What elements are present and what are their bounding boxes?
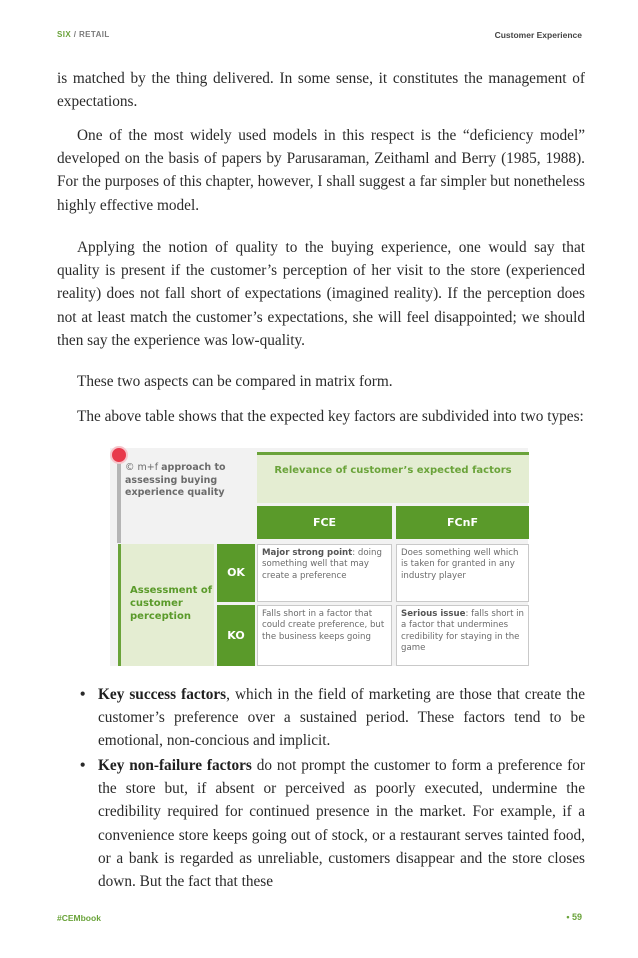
column-header-fce: FCE xyxy=(257,506,392,539)
row-header-ok: OK xyxy=(217,544,255,602)
bullet-text xyxy=(98,683,585,753)
row-header-ko: KO xyxy=(217,605,255,666)
bullet-text xyxy=(98,754,585,893)
assessment-label: Assessment of customer perception xyxy=(130,585,213,622)
relevance-header-box xyxy=(257,452,529,503)
paragraph-4: These two aspects can be compared in matrix form. xyxy=(77,373,393,390)
cell-ko-fce xyxy=(257,605,392,666)
paragraph-1: is matched by the thing delivered. In some sense, it constitutes the management of expectations. xyxy=(57,70,585,111)
cell-ok-fce-bold: Major strong point xyxy=(262,548,353,558)
cell-ko-fce-text: Falls short in a factor that could create preference, but the business keeps going xyxy=(262,609,385,642)
bullet-mark: • xyxy=(80,686,86,703)
copyright-label: © m+f xyxy=(125,462,162,473)
paragraph-3: Applying the notion of quality to the buying experience, one would say that quality is present if the customer’s perception of her visit to the store (experienced reality) does not fall short of expectations (imagined reality). If the perception does not at least match the customer’s expectations, she will feel disappointed; we should then say the experience was low-quality. xyxy=(57,239,585,349)
paragraph-2: One of the most widely used models in this respect is the “deficiency model” developed on the basis of papers by Parusaraman, Zeithaml and Berry (1985, 1988). For the purposes of this chapter, however, I shall suggest a far simpler but nonetheless highly effective model. xyxy=(57,127,585,214)
page-number: • 59 xyxy=(566,912,582,922)
chapter-name: RETAIL xyxy=(78,30,110,39)
approach-caption xyxy=(125,462,255,500)
cell-ok-fcnf-text: Does something well which is taken for granted in any industry player xyxy=(401,548,519,581)
cell-ko-fcnf-text: : falls short in a factor that undermines credibility for staying in the game xyxy=(401,609,525,653)
column-header-fcnf: FCnF xyxy=(396,506,529,539)
approach-title: approach to assessing buying experience quality xyxy=(125,462,226,498)
bullet-mark: • xyxy=(80,757,86,774)
bullet-body: do not prompt the customer to form a preference for the store but, if absent or perceived as poorly executed, undermine the credibility required for continued presence in the market. For example, if a convenience store keeps going out of stock, or a restaurant serves tainted food, or a bank is regarded as unreliable, customers disappear and the store closes down. But the fact that these xyxy=(98,757,585,891)
figure-divider-line xyxy=(117,455,121,543)
bullet-term: Key success factors xyxy=(98,686,227,703)
relevance-header-label: Relevance of customer’s expected factors xyxy=(274,465,512,476)
header-separator: / xyxy=(71,30,79,39)
cell-ok-fce-text: : doing something well that may create a preference xyxy=(262,548,382,581)
cell-ok-fcnf xyxy=(396,544,529,602)
bullet-body: , which in the field of marketing are those that create the customer’s preference over a sustained period. These factors tend to be emotional, non-concious and implicit. xyxy=(98,686,585,750)
running-header-title: Customer Experience xyxy=(494,30,582,40)
running-header-section xyxy=(57,30,110,39)
section-number: SIX xyxy=(57,30,72,39)
bullet-key-success-factors xyxy=(80,683,585,753)
paragraph-5: The above table shows that the expected key factors are subdivided into two types: xyxy=(77,408,584,425)
bullet-key-non-failure-factors xyxy=(80,754,585,893)
cell-ok-fce xyxy=(257,544,392,602)
footer-hashtag: #CEMbook xyxy=(57,913,101,923)
cell-ko-fcnf-bold: Serious issue xyxy=(401,609,466,619)
cell-ko-fcnf xyxy=(396,605,529,666)
bullet-term: Key non-failure factors xyxy=(98,757,252,774)
